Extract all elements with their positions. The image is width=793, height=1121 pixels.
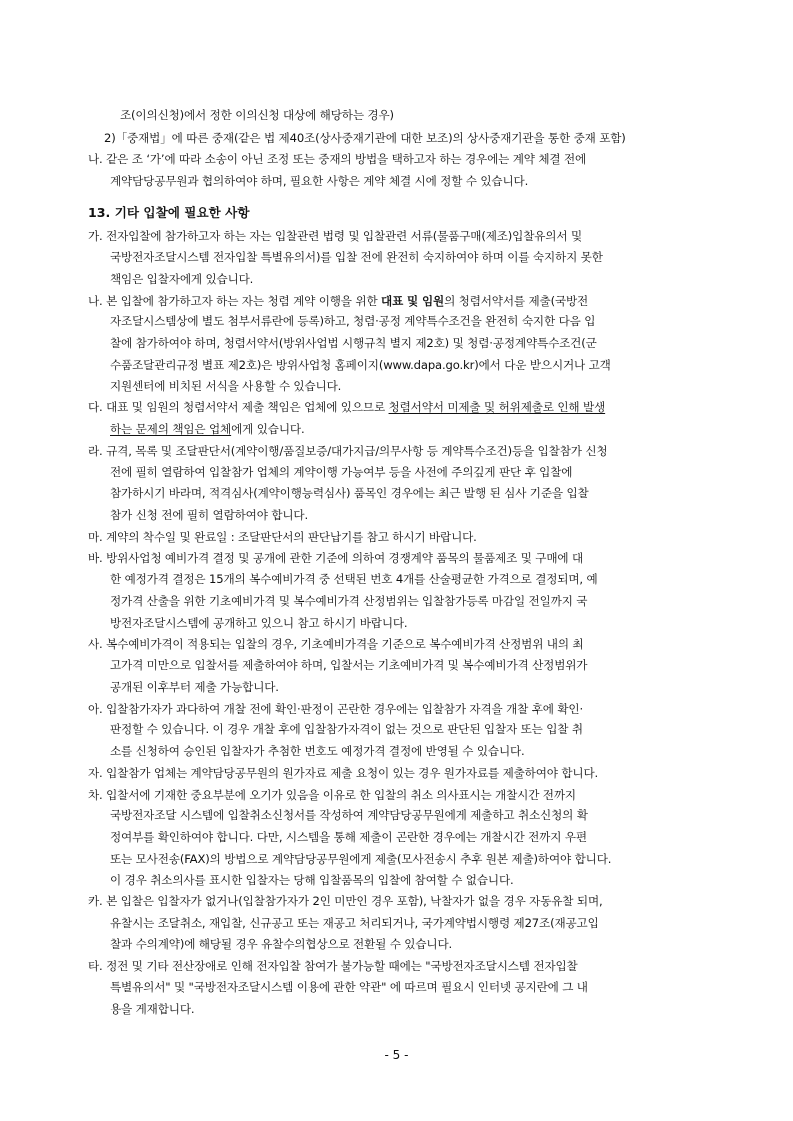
section-heading: 13. 기타 입찰에 필요한 사항 (88, 204, 250, 220)
item-ra: 라. 규격, 목록 및 조달판단서(계약이행/품질보증/대가지급/의무사항 등 계약특수조건)등을 입찰참가 신청 (88, 443, 608, 458)
item-a: 아. 입찰참가자가 과다하여 개찰 전에 확인·판정이 곤란한 경우에는 입찰참가 자격을 개찰 후에 확인· (88, 701, 584, 716)
text-span: 나. 본 입찰에 참가하고자 하는 자는 청렴 계약 이행을 위한 (88, 293, 382, 308)
text-line: 참가 신청 전에 필히 열람하여야 합니다. (110, 507, 309, 522)
item-cha: 차. 입찰서에 기재한 중요부분에 오기가 있음을 이유로 한 입찰의 취소 의사표시는 개찰시간 전까지 (88, 787, 576, 802)
item-sa: 사. 복수예비가격이 적용되는 입찰의 경우, 기초예비가격을 기준으로 복수예비가격 산정범위 내의 최 (88, 637, 584, 652)
text-line: 찰과 수의계약)에 해당될 경우 유찰수의협상으로 전환될 수 있습니다. (110, 936, 453, 951)
text-line: 계약담당공무원과 협의하여야 하며, 필요한 사항은 계약 체결 시에 정할 수 있습니다. (110, 174, 529, 189)
text-span: 다. 대표 및 임원의 청렴서약서 제출 책임은 업체에 있으므로 (88, 400, 389, 415)
text-line: 방전자조달시스템에 공개하고 있으니 참고 하시기 바랍니다. (110, 615, 408, 630)
text-line: 국방전자조달시스템 전자입찰 특별유의서)를 입찰 전에 완전히 숙지하여야 하며 이를 숙지하지 못한 (110, 250, 603, 265)
page-number: - 5 - (384, 1048, 409, 1062)
text-line: 책임은 입찰자에게 있습니다. (110, 271, 254, 286)
text-line: 지원센터에 비치된 서식을 사용할 수 있습니다. (110, 378, 342, 393)
text-span: 에게 있습니다. (231, 422, 305, 436)
text-line: 정여부를 확인하여야 합니다. 다만, 시스템을 통해 제출이 곤란한 경우에는 개찰시간 전까지 우편 (110, 830, 587, 845)
text-line: 나. 같은 조 ‘가’에 따라 소송이 아닌 조정 또는 중재의 방법을 택하고자 하는 경우에는 계약 체결 전에 (88, 152, 587, 167)
item-da (88, 400, 605, 414)
text-line: 판정할 수 있습니다. 이 경우 개찰 후에 입찰참가자격이 없는 것으로 판단된 입찰자 또는 입찰 취 (110, 722, 583, 737)
text-line: 특별유의서" 및 "국방전자조달시스템 이용에 관한 약관" 에 따르며 필요시 인터넷 공지란에 그 내 (110, 980, 588, 995)
item-ba: 바. 방위사업청 예비가격 결정 및 공개에 관한 기준에 의하여 경쟁계약 품목의 물품제조 및 구매에 대 (88, 551, 584, 566)
text-line: 수품조달관리규정 별표 제2호)은 방위사업청 홈페이지(www.dapa.go.kr)에서 다운 받으시거나 고객 (110, 357, 611, 372)
text-line: 자조달시스템상에 별도 첨부서류란에 등록)하고, 청렴·공정 계약특수조건을 완전히 숙지한 다음 입 (110, 314, 596, 329)
text-line: 전에 필히 열람하여 입찰참가 업체의 계약이행 가능여부 등을 사전에 주의깊게 판단 후 입찰에 (110, 464, 573, 479)
bold-emphasis: 대표 및 임원 (381, 293, 445, 308)
text-line: 국방전자조달 시스템에 입찰취소신청서를 작성하여 계약담당공무원에게 제출하고 취소신청의 확 (110, 808, 588, 823)
item-ma: 마. 계약의 착수일 및 완료일 : 조달판단서의 판단납기를 참고 하시기 바랍니다. (88, 529, 477, 544)
text-span: 의 청렴서약서를 제출(국방전 (444, 293, 589, 308)
text-line: 참가하시기 바라며, 적격심사(계약이행능력심사) 품목인 경우에는 최근 발행 된 심사 기준을 입찰 (110, 486, 589, 501)
item-na (88, 294, 588, 308)
text-line: 한 예정가격 결정은 15개의 복수예비가격 중 선택된 번호 4개를 산술평균한 가격으로 결정되며, 예 (110, 572, 598, 587)
text-line (110, 422, 304, 436)
text-line: 이 경우 취소의사를 표시한 입찰자는 당해 입찰품목의 입찰에 참여할 수 없습니다. (110, 872, 514, 887)
underlined-text: 하는 문제의 책임은 업체 (110, 422, 232, 436)
underlined-text: 청렴서약서 미제출 및 허위제출로 인해 발생 (388, 400, 606, 415)
text-line: 2)「중재법」에 따른 중재(같은 법 제40조(상사중재기관에 대한 보조)의 상사중재기관을 통한 중재 포함) (104, 130, 626, 145)
item-ja: 자. 입찰참가 업체는 계약담당공무원의 원가자료 제출 요청이 있는 경우 원가자료를 제출하여야 합니다. (88, 765, 599, 780)
text-line: 용을 게재합니다. (110, 1002, 195, 1016)
text-line: 정가격 산출을 위한 기초예비가격 및 복수예비가격 산정범위는 입찰참가등록 마감일 전일까지 국 (110, 593, 588, 608)
text-line: 찰에 참가하여야 하며, 청렴서약서(방위사업법 시행규칙 별지 제2호) 및 청렴·공정계약특수조건(군 (110, 336, 597, 350)
text-line: 또는 모사전송(FAX)의 방법으로 계약담당공무원에게 제출(모사전송시 추후 원본 제출)하여야 합니다. (110, 851, 612, 866)
text-line: 소를 신청하여 승인된 입찰자가 추첨한 번호도 예정가격 결정에 반영될 수 있습니다. (110, 744, 525, 759)
item-ta: 타. 정전 및 기타 전산장애로 인해 전자입찰 참여가 불가능할 때에는 "국방전자조달시스템 전자입찰 (88, 958, 578, 973)
text-line: 유찰시는 조달취소, 재입찰, 신규공고 또는 재공고 처리되거나, 국가계약법시행령 제27조(재공고입 (110, 916, 599, 930)
text-line: 공개된 이후부터 제출 가능합니다. (110, 679, 279, 694)
item-ga: 가. 전자입찰에 참가하고자 하는 자는 입찰관련 법령 및 입찰관련 서류(물품구매(제조)입찰유의서 및 (88, 229, 582, 244)
text-line: 조(이의신청)에서 정한 이의신청 대상에 해당하는 경우) (120, 108, 394, 122)
text-line: 고가격 미만으로 입찰서를 제출하여야 하며, 입찰서는 기초예비가격 및 복수예비가격 산정범위가 (110, 658, 588, 673)
item-ka: 카. 본 입찰은 입찰자가 없거나(입찰참가자가 2인 미만인 경우 포함), 낙찰자가 없을 경우 자동유찰 되며, (88, 894, 603, 909)
